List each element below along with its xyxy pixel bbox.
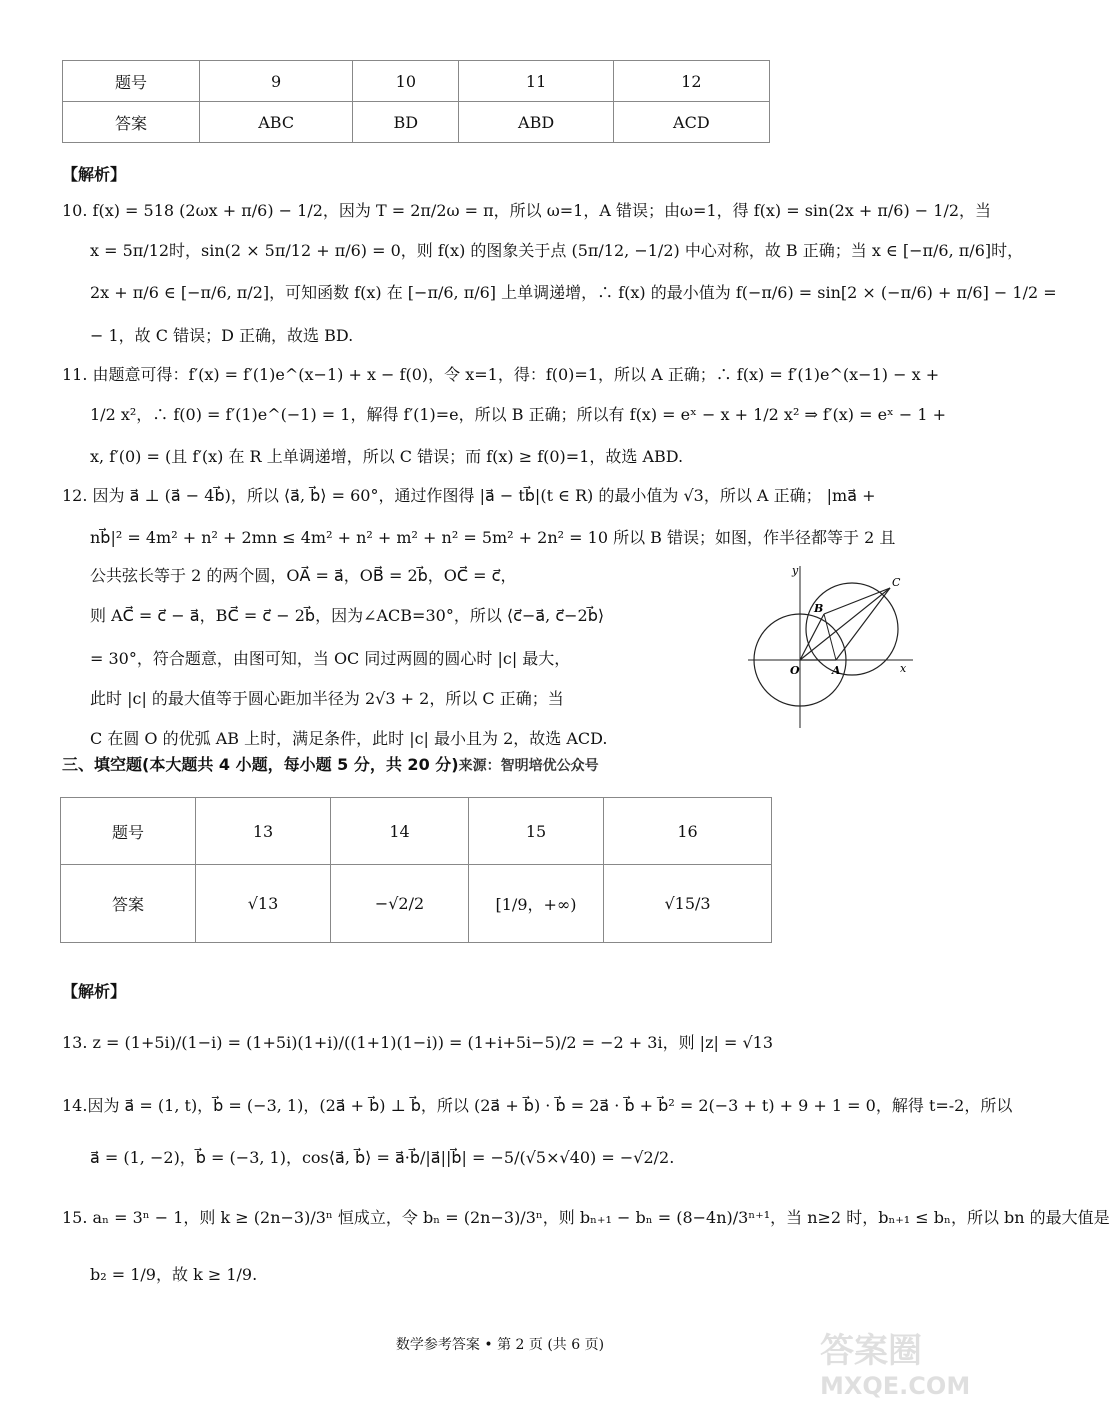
figure-label: C (892, 576, 901, 589)
figure-label: x (900, 662, 907, 675)
section-title: 三、填空题(本大题共 4 小题，每小题 5 分，共 20 分) (62, 755, 459, 774)
table-cell: −√2/2 (331, 865, 469, 943)
solution-line: x = 5π/12时，sin(2 × 5π/12 + π/6) = 0，则 f(x) 的图象关于点 (5π/12, −1/2) 中心对称，故 B 正确；当 x ∈ [−π/6, π/6]时， (90, 241, 1024, 260)
table-cell: 10 (353, 61, 459, 102)
table-cell: 14 (331, 798, 469, 865)
table-row (63, 61, 770, 102)
table-cell: 16 (604, 798, 772, 865)
table-cell: 15 (469, 798, 604, 865)
source-note: 来源：智明培优公众号 (458, 758, 599, 774)
two-circles-figure (748, 560, 918, 730)
table-cell: ACD (613, 102, 769, 143)
table-cell: 12 (613, 61, 769, 102)
table-cell: 9 (200, 61, 353, 102)
solution-line: 1/2 x²，∴ f(0) = f′(1)e^(−1) = 1，解得 f′(1)=e，所以 B 正确；所以有 f(x) = eˣ − x + 1/2 x² ⇒ f′(x) = eˣ − 1 + (90, 405, 947, 424)
table-cell: 题号 (63, 61, 200, 102)
answer-table-9-12 (62, 60, 770, 143)
table-cell: 答案 (61, 865, 196, 943)
table-cell: 13 (196, 798, 331, 865)
solution-line: b₂ = 1/9，故 k ≥ 1/9. (90, 1265, 258, 1284)
solution-line: 公共弦长等于 2 的两个圆，OA⃗ = a⃗，OB⃗ = 2b⃗，OC⃗ = c⃗， (90, 566, 517, 585)
figure-label: B (814, 602, 824, 615)
solution-line: 15. aₙ = 3ⁿ − 1，则 k ≥ (2n−3)/3ⁿ 恒成立，令 bₙ = (2n−3)/3ⁿ，则 bₙ₊₁ − bₙ = (8−4n)/3ⁿ⁺¹，当 n≥2 时，bₙ₊₁ ≤ bₙ，所以 bn 的最大值是 (62, 1208, 1110, 1227)
table-cell: ABC (200, 102, 353, 143)
solution-line: 12. 因为 a⃗ ⊥ (a⃗ − 4b⃗)，所以 ⟨a⃗, b⃗⟩ = 60°，通过作图得 |a⃗ − tb⃗|(t ∈ R) 的最小值为 √3，所以 A 正确； |ma⃗ + (62, 486, 876, 505)
watermark-text: 答案圈 (820, 1331, 922, 1371)
page-footer: 数学参考答案 • 第 2 页 (共 6 页) (395, 1337, 605, 1353)
circle-c (806, 583, 898, 675)
solution-line: 14.因为 a⃗ = (1, t)，b⃗ = (−3, 1)，(2a⃗ + b⃗) ⊥ b⃗，所以 (2a⃗ + b⃗) · b⃗ = 2a⃗ · b⃗ + b⃗² = 2(−3 + t) + 9 + 1 = 0，解得 t=-2，所以 (62, 1096, 1013, 1115)
watermark-url: MXQE.COM (820, 1372, 971, 1400)
solution-line: 10. f(x) = 518 (2ωx + π/6) − 1/2，因为 T = 2π/2ω = π，所以 ω=1，A 错误；由ω=1，得 f(x) = sin(2x + π/6) − 1/2，当 (62, 201, 992, 220)
table-cell: √13 (196, 865, 331, 943)
figure-label: A (832, 664, 841, 677)
solution-line: x, f′(0) = (且 f′(x) 在 R 上单调递增，所以 C 错误；而 f(x) ≥ f(0)=1，故选 ABD. (90, 447, 684, 466)
solution-line: 13. z = (1+5i)/(1−i) = (1+5i)(1+i)/((1+1)(1−i)) = (1+i+5i−5)/2 = −2 + 3i，则 |z| = √13 (62, 1033, 774, 1052)
solution-line: nb⃗|² = 4m² + n² + 2mn ≤ 4m² + n² + m² + n² = 5m² + 2n² = 10 所以 B 错误；如图，作半径都等于 2 且 (90, 528, 896, 547)
answer-table-13-16 (60, 797, 772, 943)
table-row (63, 102, 770, 143)
table-cell: BD (353, 102, 459, 143)
figure-label: y (792, 564, 799, 577)
table-row (61, 865, 772, 943)
section-heading (62, 752, 599, 775)
figure-label: O (790, 664, 800, 677)
table-cell: 题号 (61, 798, 196, 865)
table-cell: ABD (459, 102, 613, 143)
solution-line: 2x + π/6 ∈ [−π/6, π/2]，可知函数 f(x) 在 [−π/6, π/6] 上单调递增，∴ f(x) 的最小值为 f(−π/6) = sin[2 × (−π/6) + π/6] − 1/2 = (90, 283, 1057, 302)
solution-line: 此时 |c| 的最大值等于圆心距加半径为 2√3 + 2，所以 C 正确；当 (90, 689, 564, 708)
analysis-heading: 【解析】 (62, 165, 127, 184)
table-cell: 11 (459, 61, 613, 102)
solution-line: C 在圆 O 的优弧 AB 上时，满足条件，此时 |c| 最小且为 2，故选 ACD. (90, 729, 608, 748)
table-row (61, 798, 772, 865)
solution-line: a⃗ = (1, −2)，b⃗ = (−3, 1)，cos⟨a⃗, b⃗⟩ = a⃗·b⃗/|a⃗||b⃗| = −5/(√5×√40) = −√2/2. (90, 1148, 675, 1167)
analysis-heading: 【解析】 (62, 982, 127, 1001)
solution-line: 11. 由题意可得：f′(x) = f′(1)e^(x−1) + x − f(0)，令 x=1，得：f(0)=1，所以 A 正确；∴ f(x) = f′(1)e^(x−1) − x + (62, 365, 940, 384)
solution-line: = 30°，符合题意，由图可知，当 OC 同过两圆的圆心时 |c| 最大， (90, 649, 571, 668)
solution-line: − 1，故 C 错误；D 正确，故选 BD. (90, 326, 354, 345)
solution-line: 则 AC⃗ = c⃗ − a⃗，BC⃗ = c⃗ − 2b⃗，因为∠ACB=30°，所以 ⟨c⃗−a⃗, c⃗−2b⃗⟩ (90, 606, 605, 625)
table-cell: 答案 (63, 102, 200, 143)
table-cell: √15/3 (604, 865, 772, 943)
watermark-logo (820, 1322, 970, 1402)
table-cell: [1/9，+∞) (469, 865, 604, 943)
